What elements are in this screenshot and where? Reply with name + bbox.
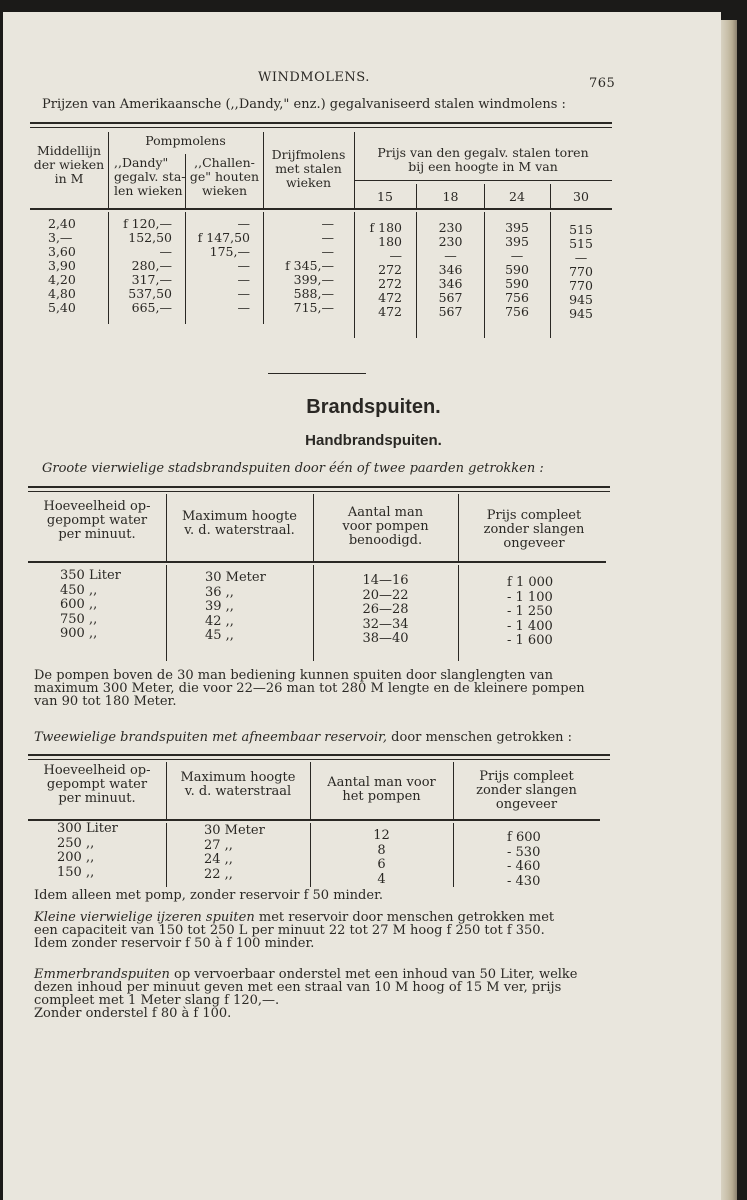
t2-header-maximum: Maximum hoogte v. d. waterstraal bbox=[180, 770, 296, 799]
t2-header-aantal: Aantal man voor het pompen bbox=[327, 775, 436, 804]
kleine-spuiten-paragraph: Kleine vierwielige ijzeren spuiten met reservoir door menschen getrokken met een capaciteit van 150 tot 250 L per minuut 22 tot 27 M hoog f 250 tot f 350. Idem zonder reservoir f 50 à f 100 minder. bbox=[34, 910, 555, 951]
section-subtitle: Handbrandspuiten. bbox=[305, 432, 442, 449]
header-drijfmolens: Drijfmolens met stalen wieken bbox=[271, 147, 346, 190]
idem-line: Idem alleen met pomp, zonder reservoir f 50 minder. bbox=[34, 888, 383, 903]
running-header: WINDMOLENS. bbox=[258, 70, 370, 85]
t2-header-prijs: Prijs compleet zonder slangen ongeveer bbox=[476, 769, 577, 812]
t2-column-hoeveelheid: 300 Liter 250 ,, 200 ,, 150 ,, bbox=[57, 821, 118, 880]
table1-intro: Groote vierwielige stadsbrandspuiten door één of twee paarden getrokken : bbox=[42, 461, 544, 476]
t2-column-aantal: 12 8 6 4 bbox=[373, 828, 390, 887]
t2-column-maximum: 30 Meter 27 ,, 24 ,, 22 ,, bbox=[204, 823, 265, 882]
t1-column-prijs: f 1 000 - 1 100 - 1 250 - 1 400 - 1 600 bbox=[507, 575, 554, 648]
t2-column-prijs: f 600 - 530 - 460 - 430 bbox=[507, 830, 541, 889]
emmer-spuiten-paragraph: Emmerbrandspuiten op vervoerbaar onderstel met een inhoud van 50 Liter, welke dezen inhoud per minuut geven met een straal van 10 M hoog of 15 M ver, prijs compleet met 1 Meter slang f 120,—. Zonder onderstel f 80 à f 100. bbox=[34, 967, 578, 1021]
section-title: Brandspuiten. bbox=[306, 396, 441, 418]
header-height-30: 30 bbox=[573, 189, 589, 204]
section-divider bbox=[268, 373, 366, 374]
page-edge bbox=[721, 20, 737, 1200]
windmolens-intro: Prijzen van Amerikaansche (,,Dandy," enz.) gegalvaniseerd stalen windmolens : bbox=[42, 97, 566, 112]
header-height-18: 18 bbox=[442, 189, 459, 204]
header-challenge: ,,Challen- ge" houten wieken bbox=[189, 155, 260, 198]
header-dandy: ,,Dandy" gegalv. sta- len wieken bbox=[114, 155, 186, 198]
t1-header-prijs: Prijs compleet zonder slangen ongeveer bbox=[483, 508, 585, 551]
column-middellijn: 2,40 3,— 3,60 3,90 4,20 4,80 5,40 bbox=[48, 216, 76, 315]
t1-column-hoeveelheid: 350 Liter 450 ,, 600 ,, 750 ,, 900 ,, bbox=[60, 568, 121, 641]
t1-column-aantal: 14—16 20—22 26—28 32—34 38—40 bbox=[362, 573, 409, 646]
header-prijs-toren: Prijs van den gegalv. stalen toren bij een hoogte in M van bbox=[377, 145, 589, 174]
column-h24: 395 395 — 590 590 756 756 bbox=[505, 220, 529, 319]
column-dandy: f 120,— 152,50 — 280,— 317,— 537,50 665,— bbox=[123, 216, 172, 315]
t1-header-aantal: Aantal man voor pompen benoodigd. bbox=[342, 505, 429, 548]
header-height-24: 24 bbox=[509, 189, 525, 204]
t1-column-maximum: 30 Meter 36 ,, 39 ,, 42 ,, 45 ,, bbox=[205, 570, 266, 643]
page-number: 765 bbox=[589, 76, 616, 91]
t1-header-hoeveelheid: Hoeveelheid op- gepompt water per minuut. bbox=[43, 499, 151, 542]
column-challenge: — f 147,50 175,— — — — — bbox=[197, 216, 250, 315]
pompen-paragraph: De pompen boven de 30 man bediening kunnen spuiten door slanglengten van maximum 300 Meter, die voor 22—26 man tot 280 M lengte en de kleinere pompen van 90 tot 180 Meter. bbox=[34, 668, 585, 709]
column-h18: 230 230 — 346 346 567 567 bbox=[438, 220, 463, 319]
column-drijf: — — — f 345,— 399,— 588,— 715,— bbox=[285, 216, 334, 315]
column-h15: f 180 180 — 272 272 472 472 bbox=[369, 220, 402, 319]
table2-intro: Tweewielige brandspuiten met afneembaar reservoir, door menschen getrokken : bbox=[34, 730, 573, 745]
header-pompmolens: Pompmolens bbox=[145, 133, 226, 148]
column-h30: 515 515 — 770 770 945 945 bbox=[569, 222, 593, 321]
t2-header-hoeveelheid: Hoeveelheid op- gepompt water per minuut. bbox=[43, 763, 151, 806]
header-middellijn: Middellijn der wieken in M bbox=[33, 143, 105, 186]
header-height-15: 15 bbox=[377, 189, 393, 204]
t1-header-maximum: Maximum hoogte v. d. waterstraal. bbox=[182, 509, 297, 538]
